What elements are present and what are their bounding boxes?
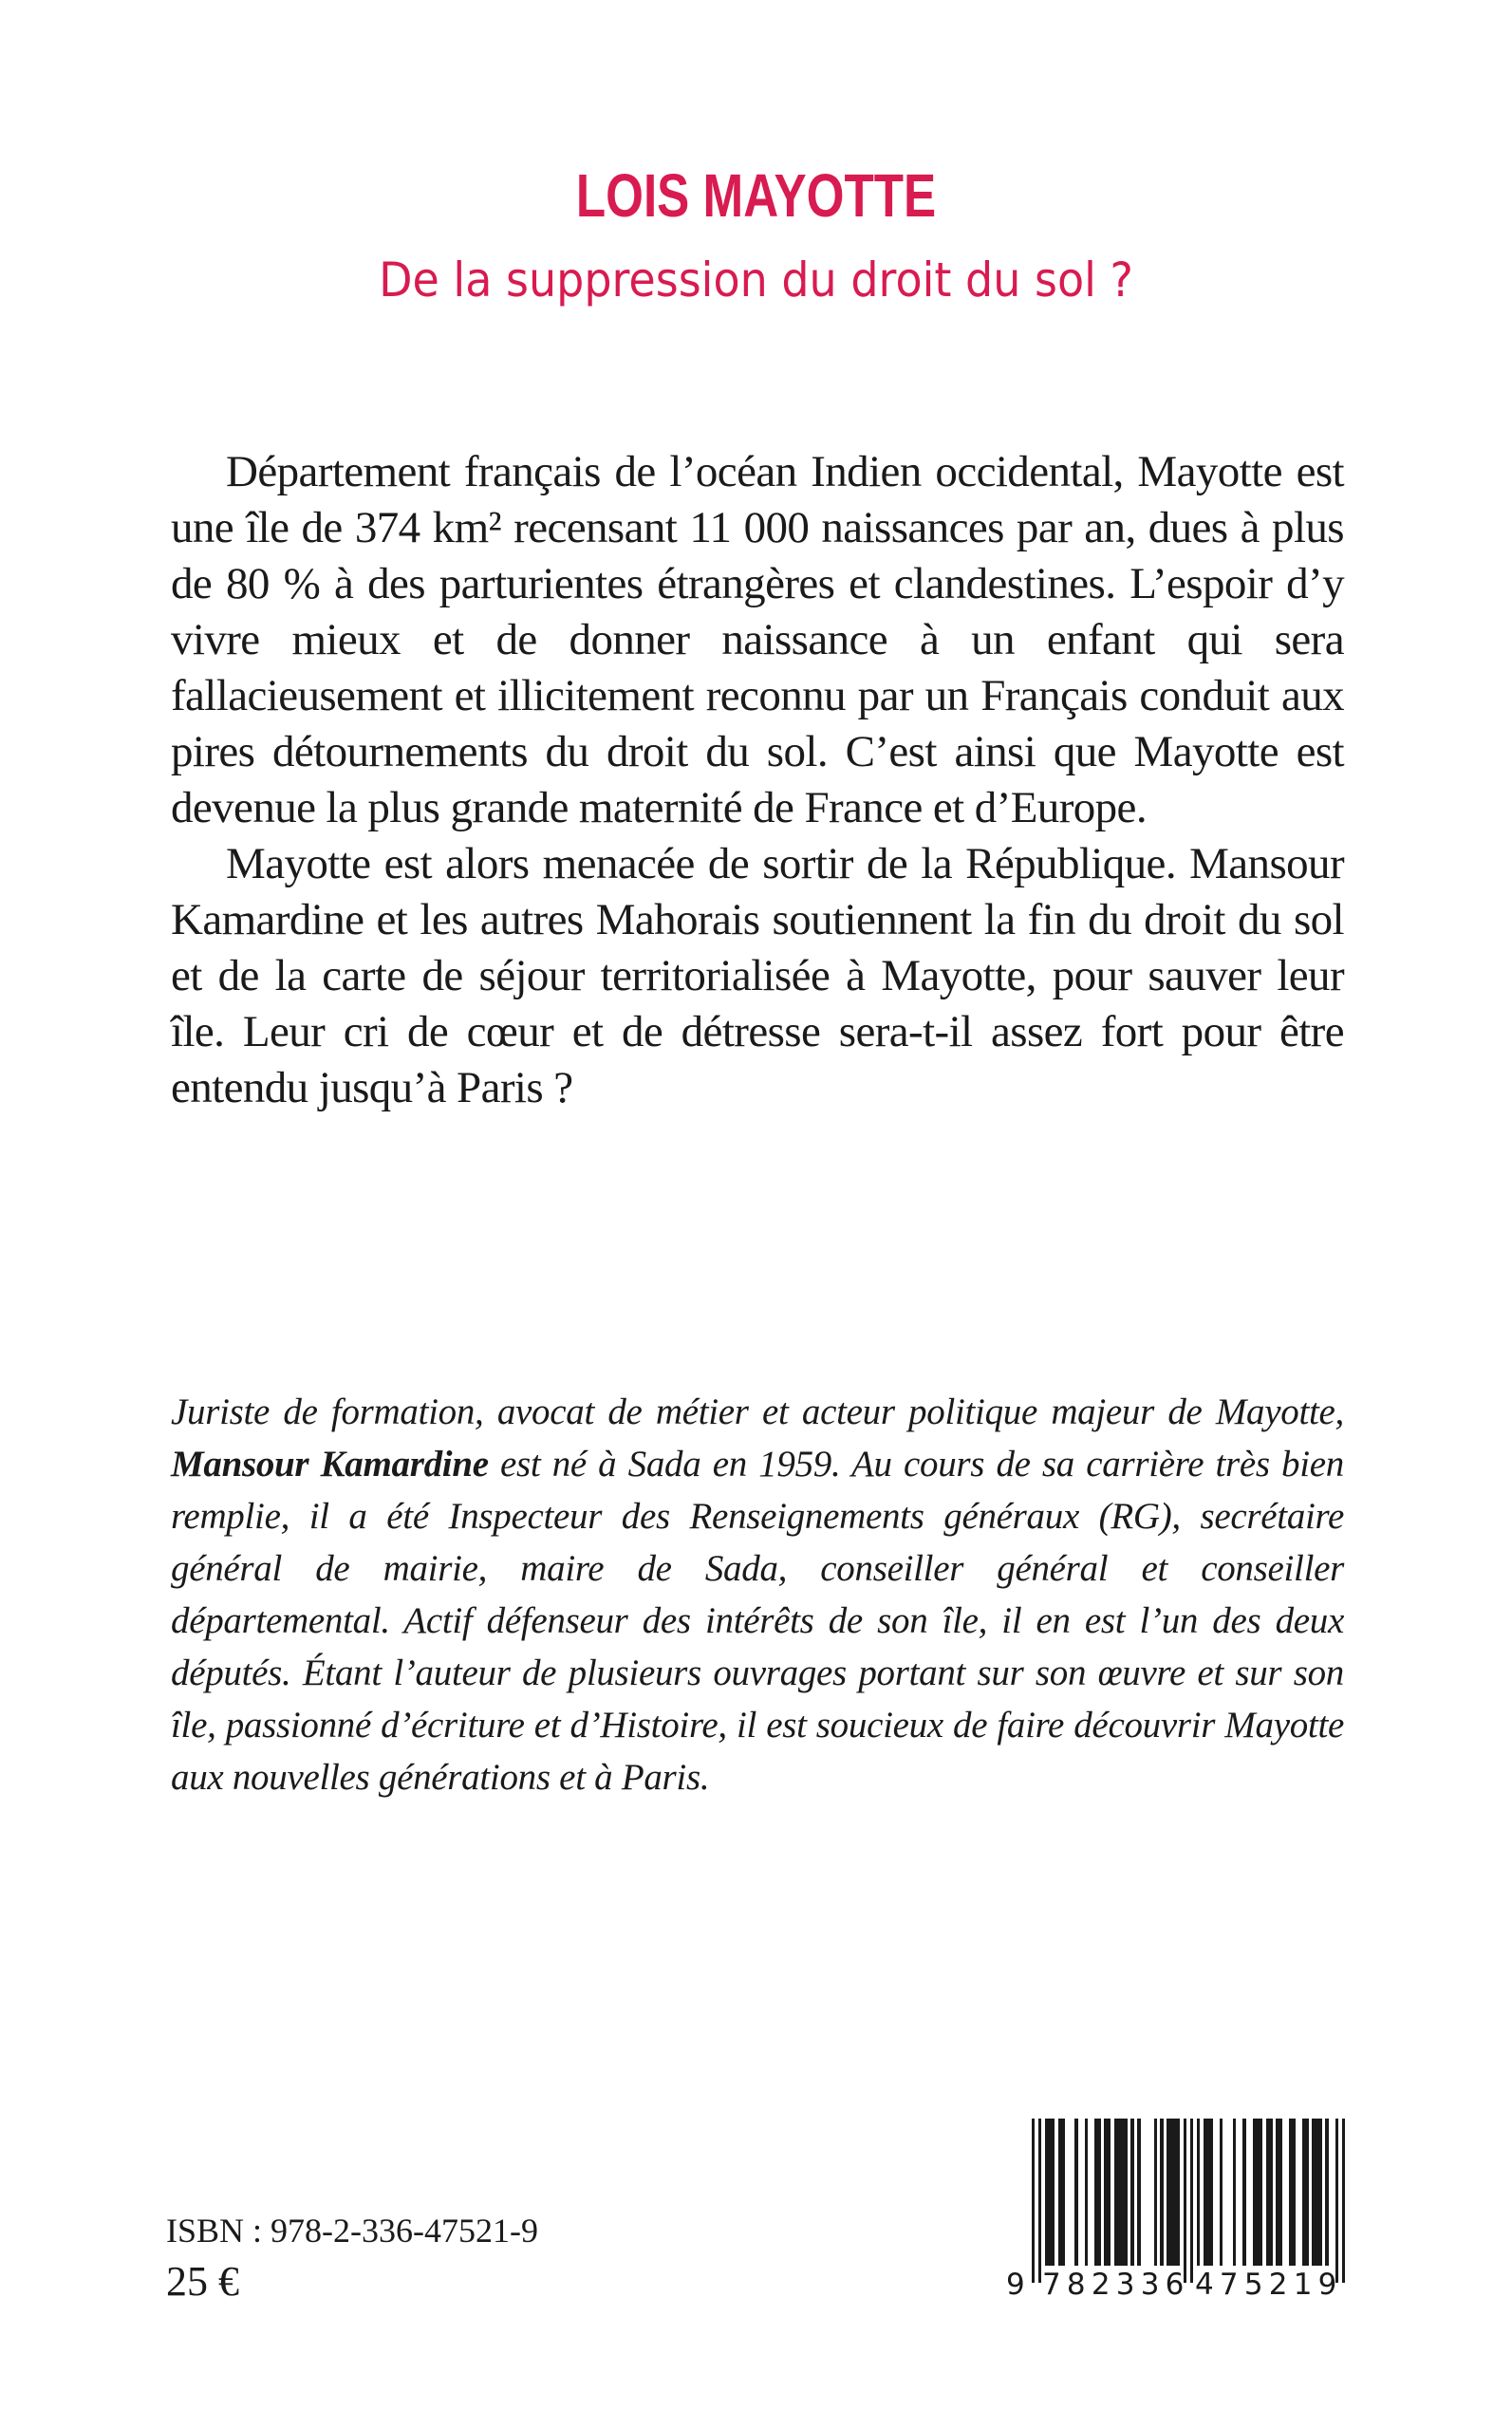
barcode-bar: [1137, 2119, 1140, 2266]
barcode-bar: [1253, 2119, 1262, 2266]
barcode-bar: [1160, 2119, 1163, 2266]
barcode-bar: [1104, 2119, 1111, 2266]
barcode-bar: [1190, 2119, 1193, 2283]
barcode-bar: [1045, 2119, 1055, 2266]
barcode-lead-digit: 9: [1006, 2268, 1025, 2302]
barcode-bar: [1325, 2119, 1328, 2266]
barcode-bar: [1032, 2119, 1035, 2283]
barcode-bar: [1094, 2119, 1101, 2266]
barcode-bar: [1302, 2119, 1309, 2266]
barcode-bar: [1266, 2119, 1273, 2266]
barcode-bar: [1289, 2119, 1296, 2266]
barcode-bar: [1184, 2119, 1186, 2283]
back-cover-blurb: [171, 444, 1344, 1116]
barcode-bar: [1197, 2119, 1200, 2266]
barcode-bar: [1167, 2119, 1180, 2266]
barcode-bar: [1233, 2119, 1236, 2266]
barcode-right-digits: 475219: [1195, 2268, 1343, 2302]
author-name: Mansour Kamardine: [171, 1444, 489, 1485]
barcode-bar: [1114, 2119, 1128, 2266]
blurb-paragraph: Département français de l’océan Indien occidental, Mayotte est une île de 374 km² recensant 11 000 naissances par an, dues à plus de 80 % à des parturientes étrangères et clandestines. L’espoir d’y vivre mieux et de donner naissance à un enfant qui sera fallacieusement et illicitement reconnu par un Français conduit aux pires détournements du droit du sol. C’est ainsi que Mayotte est devenue la plus grande maternité de France et d’Europe.: [171, 447, 1344, 832]
barcode-bar: [1085, 2119, 1088, 2266]
author-bio-text: est né à Sada en 1959. Au cours de sa carrière très bien remplie, il a été Inspecteur des Renseignements généraux (RG), secrétaire général de mairie, maire de Sada, conseiller général et conseiller départemental. Actif défenseur des intérêts de son île, il en est l’un des deux députés. Étant l’auteur de plusieurs ouvrages portant sur son œuvre et sur son île, passionné d’écriture et d’Histoire, il est soucieux de faire découvrir Mayotte aux nouvelles générations et à Paris.: [171, 1444, 1344, 1798]
barcode-bar: [1342, 2119, 1345, 2283]
barcode-bar: [1220, 2119, 1223, 2266]
barcode-bar: [1335, 2119, 1338, 2283]
barcode-bars: [1032, 2119, 1345, 2285]
author-bio-paragraph: [171, 1386, 1344, 1803]
book-title: LOIS MAYOTTE: [575, 161, 937, 230]
barcode-digits: [1002, 2269, 1353, 2301]
barcode-bar: [1312, 2119, 1321, 2266]
blurb-paragraph: Mayotte est alors menacée de sortir de la République. Mansour Kamardine et les autres Mahorais soutiennent la fin du droit du sol et de la carte de séjour territorialisée à Mayotte, pour sauver leur île. Leur cri de cœur et de détresse sera-t-il assez fort pour être entendu jusqu’à Paris ?: [171, 839, 1344, 1112]
barcode-bar: [1276, 2119, 1282, 2266]
barcode-bar: [1242, 2119, 1245, 2266]
barcode-bar: [1204, 2119, 1213, 2266]
barcode-left-digits: 782336: [1042, 2268, 1190, 2302]
barcode-bar: [1154, 2119, 1157, 2266]
author-bio: [171, 1386, 1344, 1803]
barcode-bar: [1058, 2119, 1065, 2266]
price-label: 25 €: [166, 2258, 239, 2305]
isbn-label: ISBN : 978-2-336-47521-9: [166, 2212, 538, 2250]
author-bio-intro: Juriste de formation, avocat de métier et acteur politique majeur de Mayotte,: [171, 1391, 1344, 1432]
book-subtitle: De la suppression du droit du sol ?: [379, 252, 1133, 308]
barcode-bar: [1130, 2119, 1133, 2266]
ean13-barcode: [1002, 2119, 1353, 2308]
barcode-bar: [1074, 2119, 1077, 2266]
barcode-bar: [1038, 2119, 1041, 2283]
